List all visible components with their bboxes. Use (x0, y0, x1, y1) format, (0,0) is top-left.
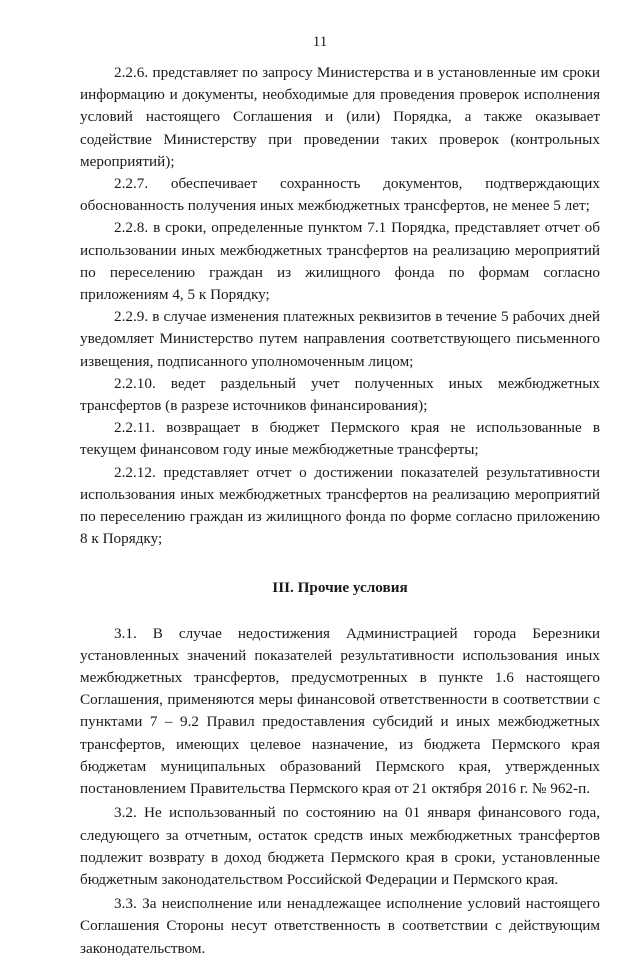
clause-2-2-10: 2.2.10. ведет раздельный учет полученных иных межбюджетных трансфертов (в разрезе источников финансирования); (80, 374, 600, 415)
page-number: 11 (312, 34, 328, 50)
clause-3-1: 3.1. В случае недостижения Администрацией города Березники установленных значений показателей результативности использования иных межбюджетных трансфертов, предусмотренных в пункте 1.6 настоящего Соглашения, применяются меры финансовой ответственности в соответствии с пунктами 7 – 9.2 Правил предоставления субсидий и иных межбюджетных трансфертов, имеющих целевое назначение, из бюджета Пермского края бюджетам муниципальных образований Пермского края, утвержденных постановлением Правительства Пермского края от 21 октября 2016 г. № 962-п. (80, 624, 600, 798)
clause-2-2-6: 2.2.6. представляет по запросу Министерства и в установленные им сроки информацию и документы, необходимые для проведения проверок исполнения условий настоящего Соглашения и (или) Порядка, а также оказывает содействие Министерству при проведении таких проверок (контрольных мероприятий); (80, 64, 600, 170)
clause-2-2-11: 2.2.11. возвращает в бюджет Пермского края не использованные в текущем финансовом году иные межбюджетные трансферты; (80, 419, 600, 459)
clause-2-2-12: 2.2.12. представляет отчет о достижении показателей результативности использования иных межбюджетных трансфертов на реализацию мероприятий по переселению граждан из жилищного фонда по форме согласно приложению 8 к Порядку; (80, 463, 600, 548)
clause-2-2-8: 2.2.8. в сроки, определенные пунктом 7.1 Порядка, представляет отчет об использовании иных межбюджетных трансфертов на реализацию мероприятий по переселению граждан из жилищного фонда по формам согласно приложениям 4, 5 к Порядку; (80, 219, 600, 304)
clause-3-3: 3.3. За неисполнение или ненадлежащее исполнение условий настоящего Соглашения Стороны несут ответственность в соответствии с действующим законодательством. (80, 895, 600, 957)
clause-2-2-7: 2.2.7. обеспечивает сохранность документов, подтверждающих обоснованность получения иных межбюджетных трансфертов, не менее 5 лет; (80, 175, 600, 215)
clause-2-2-9: 2.2.9. в случае изменения платежных реквизитов в течение 5 рабочих дней уведомляет Министерство путем направления соответствующего письменного извещения, подписанного уполномоченным лицом; (80, 308, 600, 370)
document-body (80, 62, 600, 960)
clause-3-2: 3.2. Не использованный по состоянию на 01 января финансового года, следующего за отчетным, остаток средств иных межбюджетных трансфертов подлежит возврату в доход бюджета Пермского края в сроки, установленные бюджетным законодательством Российской Федерации и Пермского края. (80, 804, 600, 888)
section-heading: III. Прочие условия (272, 579, 408, 597)
